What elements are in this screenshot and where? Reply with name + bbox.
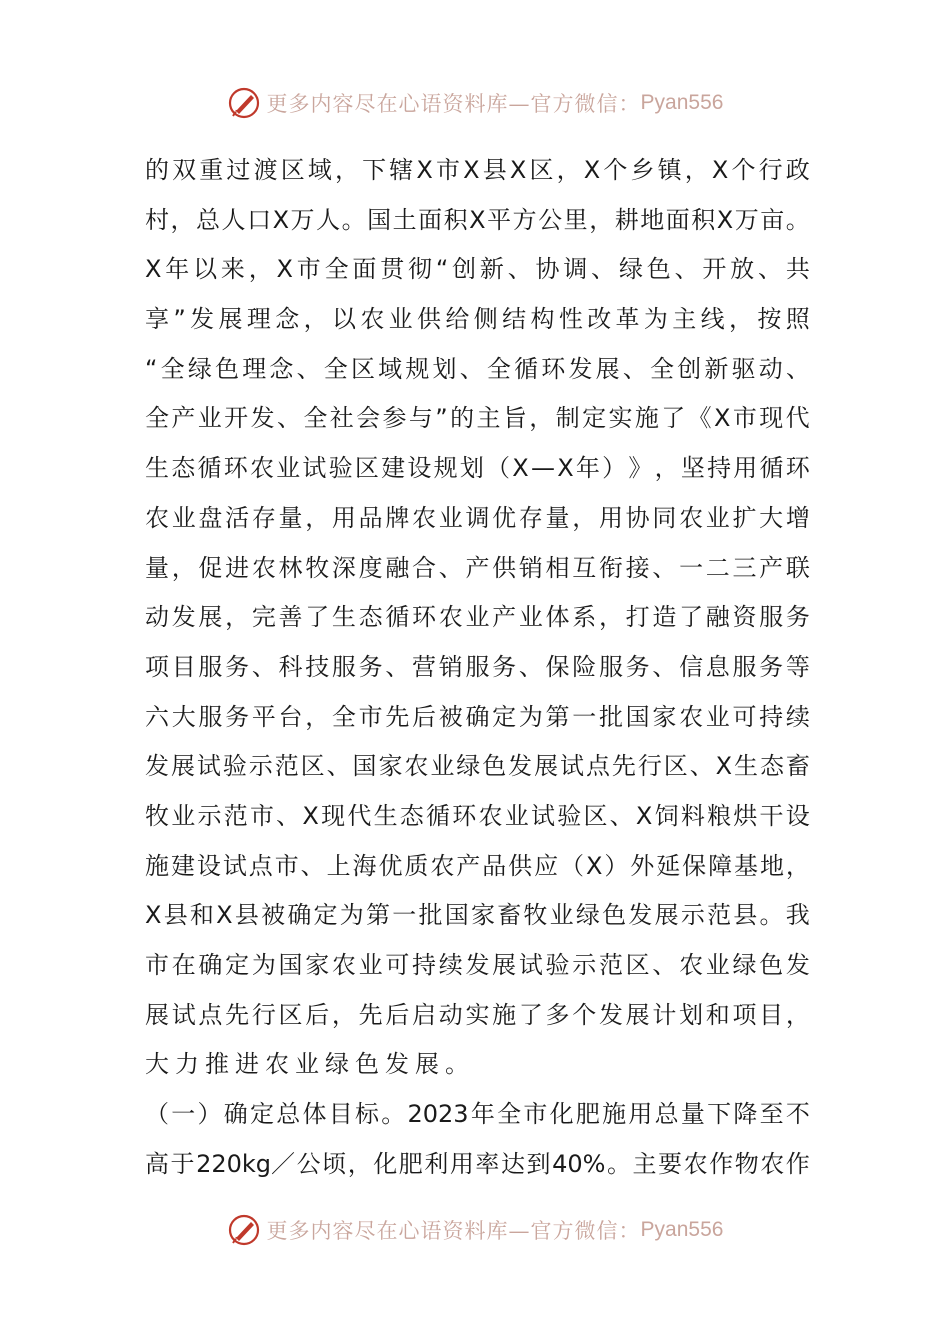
text-line: 施 建 设 试 点 市 、 上 海 优 质 农 产 品 供 应 （ X ） 外 延 保 障 基 地 ，: [145, 851, 810, 880]
text-line: 村 ， 总 人 口 X 万 人 。 国 土 面 积 X 平 方 公 里 ， 耕 地 面 积 X 万 亩 。: [145, 205, 810, 234]
header-wechat-id: Pyan556: [640, 91, 724, 114]
text-line: 享 ” 发 展 理 念 ， 以 农 业 供 给 侧 结 构 性 改 革 为 主 线 ， 按 照: [145, 305, 810, 334]
header-banner: [0, 83, 950, 123]
header-banner-text: 更多内容尽在心语资料库—官方微信：: [266, 92, 641, 116]
pen-logo-icon: [227, 86, 261, 120]
text-line: （ 一 ） 确 定 总 体 目 标 。 2023 年 全 市 化 肥 施 用 总 量 下 降 至 不: [145, 1100, 810, 1129]
text-line: 发 展 试 验 示 范 区 、 国 家 农 业 绿 色 发 展 试 点 先 行 区 、 X 生 态 畜: [145, 752, 810, 781]
text-line: 六 大 服 务 平 台 ， 全 市 先 后 被 确 定 为 第 一 批 国 家 农 业 可 持 续: [145, 702, 810, 731]
text-line: 生 态 循 环 农 业 试 验 区 建 设 规 划 （ X — X 年 ） 》 ， 坚 持 用 循 环: [145, 454, 810, 483]
text-line: “ 全 绿 色 理 念 、 全 区 域 规 划 、 全 循 环 发 展 、 全 创 新 驱 动 、: [145, 354, 810, 383]
document-body: [145, 146, 810, 1189]
text-line: 高 于 220kg／ 公 顷 ， 化 肥 利 用 率 达 到 40% 。 主 要 农 作 物 农 作: [145, 1149, 810, 1178]
text-line: 全 产 业 开 发 、 全 社 会 参 与 ” 的 主 旨 ， 制 定 实 施 了 《 X 市 现 代: [145, 404, 810, 433]
footer-banner-text: 更多内容尽在心语资料库—官方微信：: [266, 1219, 641, 1243]
pen-logo-icon: [227, 1213, 261, 1247]
text-line: 市 在 确 定 为 国 家 农 业 可 持 续 发 展 试 验 示 范 区 、 农 业 绿 色 发: [145, 951, 810, 979]
text-line: 大力推进农业绿色发展。: [145, 1050, 475, 1079]
text-line: 动 发 展 ， 完 善 了 生 态 循 环 农 业 产 业 体 系 ， 打 造 了 融 资 服 务: [145, 603, 810, 632]
text-line: X 年 以 来 ， X 市 全 面 贯 彻 “ 创 新 、 协 调 、 绿 色 、 开 放 、 共: [145, 255, 810, 284]
text-line: 量 ， 促 进 农 林 牧 深 度 融 合 、 产 供 销 相 互 衔 接 、 一 二 三 产 联: [145, 553, 810, 582]
footer-wechat-id: Pyan556: [640, 1218, 724, 1241]
text-line: 展 试 点 先 行 区 后 ， 先 后 启 动 实 施 了 多 个 发 展 计 划 和 项 目 ，: [145, 1000, 810, 1029]
footer-banner: [0, 1210, 950, 1250]
text-line: 项 目 服 务 、 科 技 服 务 、 营 销 服 务 、 保 险 服 务 、 信 息 服 务 等: [145, 652, 810, 681]
text-line: 牧 业 示 范 市 、 X 现 代 生 态 循 环 农 业 试 验 区 、 X 饲 料 粮 烘 干 设: [145, 801, 810, 830]
text-line: 的 双 重 过 渡 区 域 ， 下 辖 X 市 X 县 X 区 ， X 个 乡 镇 ， X 个 行 政: [145, 156, 810, 184]
text-line: 农 业 盘 活 存 量 ， 用 品 牌 农 业 调 优 存 量 ， 用 协 同 农 业 扩 大 增: [145, 503, 810, 532]
text-line: X 县 和 X 县 被 确 定 为 第 一 批 国 家 畜 牧 业 绿 色 发 展 示 范 县 。 我: [145, 901, 810, 930]
